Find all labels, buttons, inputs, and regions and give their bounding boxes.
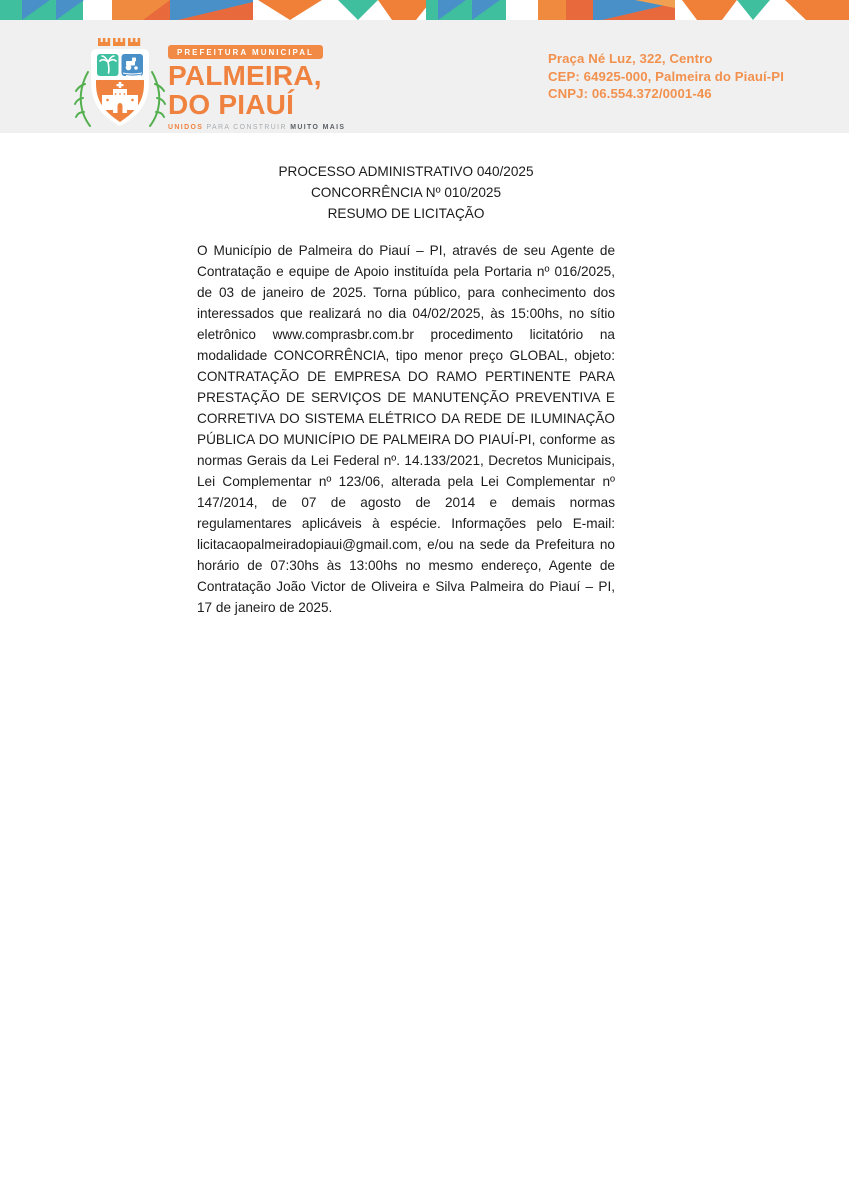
brand-name-line1: PALMEIRA, — [168, 60, 322, 91]
address-line-cep: CEP: 64925-000, Palmeira do Piauí-PI — [548, 68, 784, 84]
prefeitura-badge: PREFEITURA MUNICIPAL — [168, 45, 323, 59]
brand-name-line2: DO PIAUÍ — [168, 89, 295, 120]
document-title — [197, 161, 615, 224]
title-processo: PROCESSO ADMINISTRATIVO 040/2025 — [278, 164, 534, 179]
address-line-cnpj: CNPJ: 06.554.372/0001-46 — [548, 86, 712, 101]
document-body-paragraph: O Município de Palmeira do Piauí – PI, através de seu Agente de Contratação e equipe de Apoio instituída pela Portaria nº 016/2025, de 03 de janeiro de 2025. Torna público, para conhecimento dos interessados que realizará no dia 04/02/2025, às 15:00hs, no sítio eletrônico www.comprasbr.com.br procedimento licitatório na modalidade CONCORRÊNCIA, tipo menor preço GLOBAL, objeto: CONTRATAÇÃO DE EMPRESA DO RAMO PERTINENTE PARA PRESTAÇÃO DE SERVIÇOS DE MANUTENÇÃO PREVENTIVA E CORRETIVA DO SISTEMA ELÉTRICO DA REDE DE ILUMINAÇÃO PÚBLICA DO MUNICÍPIO DE PALMEIRA DO PIAUÍ-PI, conforme as normas Gerais da Lei Federal nº. 14.133/2021, Decretos Municipais, Lei Complementar nº 123/06, alterada pela Lei Complementar nº 147/2014, de 07 de agosto de 2014 e demais normas regulamentares aplicáveis à espécie. Informações pelo E-mail: licitacaopalmeiradopiaui@gmail.com, e/ou na sede da Prefeitura no horário de 07:30hs às 13:00hs no mesmo endereço, Agente de Contratação João Victor de Oliveira e Silva Palmeira do Piauí – PI, 17 de janeiro de 2025. — [197, 243, 615, 615]
tagline-part3: MUITO MAIS — [290, 124, 346, 131]
address-block — [548, 50, 784, 103]
tagline-part2: PARA CONSTRUIR — [203, 124, 291, 131]
title-concorrencia: CONCORRÊNCIA Nº 010/2025 — [310, 185, 502, 200]
title-resumo: RESUMO DE LICITAÇÃO — [327, 206, 485, 221]
brand-tagline — [168, 124, 346, 131]
address-line-street: Praça Né Luz, 322, Centro — [548, 51, 713, 66]
municipal-crest-icon — [70, 34, 170, 134]
logo-wordmark — [168, 42, 346, 131]
bunting-pattern-icon — [0, 0, 849, 20]
tagline-part1: UNIDOS — [168, 124, 204, 131]
